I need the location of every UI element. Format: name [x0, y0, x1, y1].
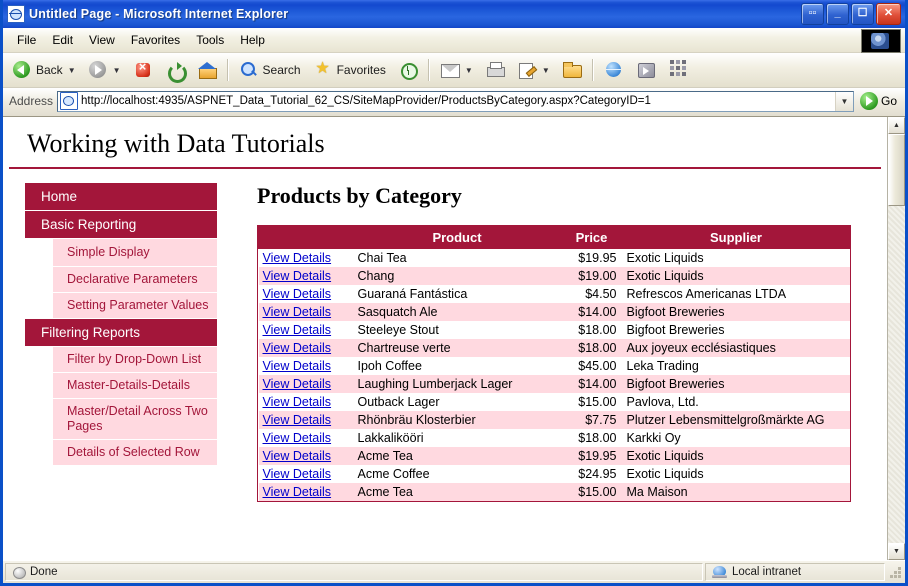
cell-product: Sasquatch Ale: [354, 303, 561, 321]
minimize-button[interactable]: [826, 3, 849, 25]
search-label: Search: [262, 63, 301, 77]
view-details-link[interactable]: View Details: [262, 323, 332, 337]
research-button[interactable]: [663, 57, 695, 83]
back-label: Back: [36, 63, 63, 77]
view-details-link[interactable]: View Details: [262, 395, 332, 409]
messenger-icon: [604, 60, 624, 80]
sidebar-item-declarative-parameters[interactable]: Declarative Parameters: [53, 267, 217, 293]
go-label: Go: [880, 94, 897, 108]
cell-supplier: Exotic Liquids: [623, 465, 850, 483]
zone-text: Local intranet: [732, 566, 802, 578]
cell-product: Outback Lager: [354, 393, 561, 411]
mail-button[interactable]: [435, 57, 478, 83]
cell-price: $18.00: [561, 429, 623, 447]
cell-supplier: Bigfoot Breweries: [623, 303, 850, 321]
view-details-link[interactable]: View Details: [262, 305, 332, 319]
col-supplier: Supplier: [623, 227, 850, 249]
folder-icon: [562, 60, 582, 80]
cell-actions: [259, 267, 354, 285]
address-label: Address: [9, 94, 54, 108]
view-details-link[interactable]: View Details: [262, 359, 332, 373]
cell-actions: [259, 339, 354, 357]
cell-actions: [259, 375, 354, 393]
menu-file[interactable]: File: [17, 33, 37, 47]
view-details-link[interactable]: View Details: [262, 413, 332, 427]
table-row: [259, 393, 850, 411]
cell-price: $19.00: [561, 267, 623, 285]
maximize-button[interactable]: [851, 3, 874, 25]
cell-supplier: Exotic Liquids: [623, 447, 850, 465]
page-content: [3, 169, 887, 505]
view-details-link[interactable]: View Details: [262, 287, 332, 301]
forward-button[interactable]: [83, 57, 126, 83]
view-details-link[interactable]: View Details: [262, 449, 332, 463]
cell-supplier: Pavlova, Ltd.: [623, 393, 850, 411]
col-price: Price: [561, 227, 623, 249]
cell-supplier: Exotic Liquids: [623, 249, 850, 268]
view-details-link[interactable]: View Details: [262, 377, 332, 391]
view-details-link[interactable]: View Details: [262, 341, 332, 355]
cell-supplier: Exotic Liquids: [623, 267, 850, 285]
print-button[interactable]: [480, 57, 510, 83]
window-title: Untitled Page - Microsoft Internet Explorer: [29, 7, 289, 21]
cell-actions: [259, 249, 354, 268]
search-icon: [239, 60, 259, 80]
history-button[interactable]: [393, 57, 423, 83]
cell-actions: [259, 483, 354, 501]
cell-price: $15.00: [561, 393, 623, 411]
cell-price: $14.00: [561, 375, 623, 393]
cell-actions: [259, 357, 354, 375]
table-row: [259, 249, 850, 268]
toolbar-separator-3: [592, 59, 594, 81]
edit-button[interactable]: [512, 57, 555, 83]
go-arrow-icon: [860, 92, 878, 110]
cell-price: $15.00: [561, 483, 623, 501]
cell-actions: [259, 285, 354, 303]
sidebar-item-master-details-details[interactable]: Master-Details-Details: [53, 373, 217, 399]
cell-price: $19.95: [561, 447, 623, 465]
window-controls: [801, 3, 903, 25]
print-icon: [485, 60, 505, 80]
scroll-up-button[interactable]: ▲: [888, 117, 905, 134]
mail-icon: [440, 60, 460, 80]
col-product: Product: [354, 227, 561, 249]
view-details-link[interactable]: View Details: [262, 485, 332, 499]
edit-icon: [517, 60, 537, 80]
cell-product: Guaraná Fantástica: [354, 285, 561, 303]
page-vertical-scrollbar[interactable]: [887, 117, 905, 560]
cell-actions: [259, 411, 354, 429]
cell-product: Rhönbräu Klosterbier: [354, 411, 561, 429]
status-bar: [3, 560, 905, 583]
products-grid-wrapper: [257, 225, 851, 502]
restore-group-button[interactable]: [801, 3, 824, 25]
table-row: [259, 483, 850, 501]
media-icon: [636, 60, 656, 80]
menu-favorites[interactable]: Favorites: [130, 33, 181, 47]
address-url-text: http://localhost:4935/ASPNET_Data_Tutorial_62_CS/SiteMapProvider/ProductsByCategory.aspx?CategoryID=1: [81, 95, 651, 107]
search-button[interactable]: [234, 57, 306, 83]
sidebar-item-home[interactable]: Home: [25, 183, 217, 211]
page-header: [9, 117, 881, 169]
products-table-head: [259, 227, 850, 249]
table-row: [259, 357, 850, 375]
cell-product: Steeleye Stout: [354, 321, 561, 339]
main-heading: Products by Category: [257, 183, 462, 208]
table-row: [259, 375, 850, 393]
table-row: [259, 447, 850, 465]
cell-product: Chartreuse verte: [354, 339, 561, 357]
cell-supplier: Refrescos Americanas LTDA: [623, 285, 850, 303]
intranet-icon: [712, 565, 728, 579]
mail-dropdown-icon[interactable]: ▼: [464, 65, 473, 75]
cell-actions: [259, 447, 354, 465]
ie-page-icon: [7, 5, 25, 23]
discuss-button[interactable]: [557, 57, 587, 83]
cell-supplier: Aux joyeux ecclésiastiques: [623, 339, 850, 357]
cell-price: $4.50: [561, 285, 623, 303]
sidebar-item-filter-by-drop-down-list[interactable]: Filter by Drop-Down List: [53, 347, 217, 373]
page-favicon-icon: [60, 92, 78, 110]
table-row: [259, 411, 850, 429]
sidebar-item-filtering-reports[interactable]: Filtering Reports: [25, 319, 217, 347]
sidebar-item-simple-display[interactable]: Simple Display: [53, 239, 217, 267]
back-button[interactable]: [7, 57, 81, 83]
menu-tools[interactable]: Tools: [196, 33, 225, 47]
products-table-body: [259, 249, 850, 502]
cell-actions: [259, 303, 354, 321]
cell-price: $18.00: [561, 321, 623, 339]
cell-actions: [259, 465, 354, 483]
security-zone-cell[interactable]: [705, 563, 885, 581]
menu-view[interactable]: View: [89, 33, 115, 47]
cell-product: Lakkalikööri: [354, 429, 561, 447]
back-icon: [12, 60, 32, 80]
minimize-glyph: _: [834, 7, 841, 19]
cell-actions: [259, 429, 354, 447]
stop-icon: [133, 60, 153, 80]
menu-edit[interactable]: Edit: [52, 33, 74, 47]
ie-banner-logo-icon: [861, 29, 901, 53]
restore-group-glyph: ▫▫: [808, 7, 817, 19]
cell-supplier: Ma Maison: [623, 483, 850, 501]
cell-product: Acme Tea: [354, 483, 561, 501]
menu-bar: [3, 28, 905, 53]
cell-product: Acme Tea: [354, 447, 561, 465]
col-actions: [259, 227, 354, 249]
cell-product: Chang: [354, 267, 561, 285]
maximize-glyph: ☐: [857, 7, 868, 19]
cell-product: Acme Coffee: [354, 465, 561, 483]
sidebar-item-setting-parameter-values[interactable]: Setting Parameter Values: [53, 293, 217, 319]
sidebar-item-basic-reporting[interactable]: Basic Reporting: [25, 211, 217, 239]
status-message-cell: [5, 563, 703, 581]
scroll-thumb[interactable]: [888, 134, 905, 206]
grid-icon: [670, 60, 690, 80]
cell-actions: [259, 393, 354, 411]
main-panel: [217, 183, 887, 505]
table-row: [259, 267, 850, 285]
favorites-button[interactable]: [308, 57, 391, 83]
favorites-label: Favorites: [336, 63, 386, 77]
table-row: [259, 465, 850, 483]
view-details-link[interactable]: View Details: [262, 431, 332, 445]
cell-supplier: Bigfoot Breweries: [623, 321, 850, 339]
cell-price: $45.00: [561, 357, 623, 375]
refresh-button[interactable]: [160, 57, 190, 83]
view-details-link[interactable]: View Details: [262, 251, 332, 265]
address-dropdown-button[interactable]: [835, 92, 853, 111]
go-button[interactable]: [858, 90, 903, 112]
page-area: [3, 117, 905, 560]
toolbar: [3, 53, 905, 88]
back-dropdown-icon[interactable]: ▼: [67, 65, 76, 75]
cell-price: $7.75: [561, 411, 623, 429]
cell-price: $14.00: [561, 303, 623, 321]
table-row: [259, 429, 850, 447]
scroll-track[interactable]: [888, 134, 905, 543]
view-details-link[interactable]: View Details: [262, 269, 332, 283]
resize-grip[interactable]: [889, 565, 903, 579]
web-page: [3, 117, 887, 560]
cell-price: $24.95: [561, 465, 623, 483]
home-button[interactable]: [192, 57, 222, 83]
home-icon: [197, 60, 217, 80]
cell-price: $18.00: [561, 339, 623, 357]
table-row: [259, 303, 850, 321]
stop-button[interactable]: [128, 57, 158, 83]
cell-product: Chai Tea: [354, 249, 561, 268]
sidebar-item-master-detail-across-two-pages[interactable]: Master/Detail Across Two Pages: [53, 399, 217, 440]
messenger-button[interactable]: [599, 57, 629, 83]
cell-product: Laughing Lumberjack Lager: [354, 375, 561, 393]
status-text: Done: [30, 566, 58, 578]
cell-supplier: Karkki Oy: [623, 429, 850, 447]
cell-product: Ipoh Coffee: [354, 357, 561, 375]
sidebar-nav: [25, 183, 217, 505]
cell-supplier: Leka Trading: [623, 357, 850, 375]
cell-price: $19.95: [561, 249, 623, 268]
table-row: [259, 285, 850, 303]
table-row: [259, 321, 850, 339]
chevron-down-icon: ▼: [840, 96, 849, 106]
menu-help[interactable]: Help: [240, 33, 265, 47]
products-table: [258, 226, 850, 501]
sidebar-item-details-of-selected-row[interactable]: Details of Selected Row: [53, 440, 217, 466]
address-input[interactable]: [57, 91, 854, 112]
title-bar: [3, 0, 905, 28]
forward-icon: [88, 60, 108, 80]
table-header-row: [259, 227, 850, 249]
media-button[interactable]: [631, 57, 661, 83]
cell-supplier: Bigfoot Breweries: [623, 375, 850, 393]
refresh-icon: [165, 60, 185, 80]
favorites-star-icon: [313, 60, 333, 80]
done-icon: [12, 565, 26, 579]
toolbar-separator-2: [428, 59, 430, 81]
scroll-down-button[interactable]: ▼: [888, 543, 905, 560]
table-row: [259, 339, 850, 357]
view-details-link[interactable]: View Details: [262, 467, 332, 481]
cell-supplier: Plutzer Lebensmittelgroßmärkte AG: [623, 411, 850, 429]
edit-dropdown-icon[interactable]: ▼: [541, 65, 550, 75]
close-button[interactable]: [876, 3, 901, 25]
cell-actions: [259, 321, 354, 339]
address-bar: [3, 88, 905, 117]
history-icon: [398, 60, 418, 80]
forward-dropdown-icon[interactable]: ▼: [112, 65, 121, 75]
close-icon: ✕: [883, 7, 894, 19]
toolbar-separator-1: [227, 59, 229, 81]
page-title: Working with Data Tutorials: [27, 129, 325, 158]
